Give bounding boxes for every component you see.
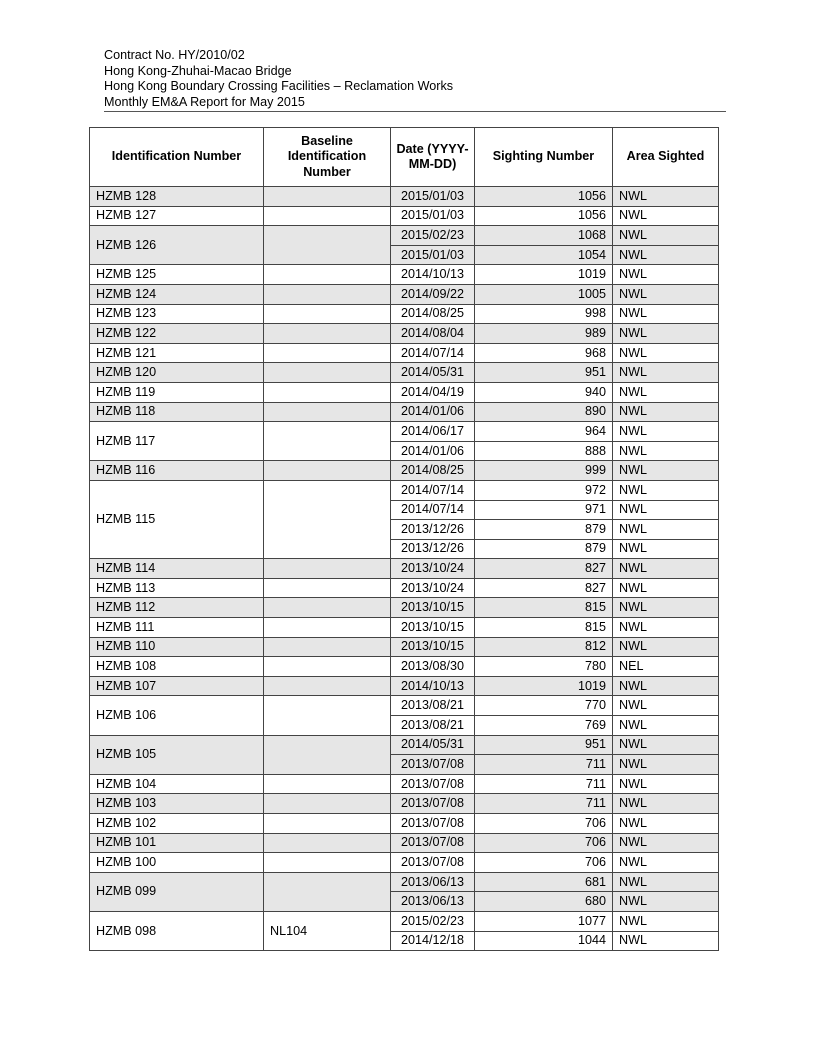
table-row [90, 578, 719, 598]
identification-cell: HZMB 128 [90, 187, 264, 207]
date-cell: 2013/10/15 [391, 618, 475, 638]
date-cell: 2014/10/13 [391, 676, 475, 696]
area-cell: NWL [613, 794, 719, 814]
sighting-number-cell: 879 [475, 539, 613, 559]
date-cell: 2015/01/03 [391, 245, 475, 265]
sighting-number-cell: 815 [475, 618, 613, 638]
date-cell: 2013/08/21 [391, 716, 475, 736]
sighting-number-cell: 972 [475, 480, 613, 500]
table-row [90, 304, 719, 324]
sighting-number-cell: 711 [475, 774, 613, 794]
area-cell: NWL [613, 461, 719, 481]
area-cell: NWL [613, 480, 719, 500]
identification-cell: HZMB 118 [90, 402, 264, 422]
baseline-cell [264, 774, 391, 794]
sighting-number-cell: 999 [475, 461, 613, 481]
date-cell: 2013/12/26 [391, 539, 475, 559]
identification-cell: HZMB 122 [90, 324, 264, 344]
date-cell: 2014/01/06 [391, 402, 475, 422]
project-subtitle: Hong Kong Boundary Crossing Facilities – Reclamation Works [104, 79, 454, 93]
identification-cell: HZMB 105 [90, 735, 264, 774]
table-row [90, 794, 719, 814]
col-header-sighting-number: Sighting Number [475, 128, 613, 187]
baseline-cell [264, 735, 391, 774]
table-row [90, 598, 719, 618]
baseline-cell [264, 304, 391, 324]
date-cell: 2013/08/21 [391, 696, 475, 716]
area-cell: NWL [613, 853, 719, 873]
table-row [90, 402, 719, 422]
baseline-cell [264, 578, 391, 598]
identification-cell: HZMB 106 [90, 696, 264, 735]
table-row [90, 696, 719, 716]
area-cell: NWL [613, 735, 719, 755]
date-cell: 2013/10/24 [391, 578, 475, 598]
baseline-cell [264, 422, 391, 461]
sighting-number-cell: 711 [475, 794, 613, 814]
area-cell: NWL [613, 402, 719, 422]
identification-cell: HZMB 107 [90, 676, 264, 696]
table-row [90, 461, 719, 481]
table-row [90, 637, 719, 657]
sighting-number-cell: 951 [475, 735, 613, 755]
table-row [90, 911, 719, 931]
baseline-cell [264, 676, 391, 696]
baseline-cell [264, 265, 391, 285]
area-cell: NWL [613, 304, 719, 324]
identification-cell: HZMB 114 [90, 559, 264, 579]
sighting-number-cell: 706 [475, 833, 613, 853]
table-row [90, 618, 719, 638]
baseline-cell [264, 226, 391, 265]
identification-cell: HZMB 099 [90, 872, 264, 911]
date-cell: 2013/07/08 [391, 814, 475, 834]
table-row [90, 814, 719, 834]
area-cell: NWL [613, 187, 719, 207]
table-row [90, 559, 719, 579]
area-cell: NWL [613, 637, 719, 657]
sighting-number-cell: 1068 [475, 226, 613, 246]
table-row [90, 363, 719, 383]
area-cell: NWL [613, 324, 719, 344]
area-cell: NWL [613, 833, 719, 853]
area-cell: NWL [613, 578, 719, 598]
identification-cell: HZMB 119 [90, 382, 264, 402]
area-cell: NWL [613, 382, 719, 402]
table-row [90, 226, 719, 246]
identification-cell: HZMB 126 [90, 226, 264, 265]
date-cell: 2015/02/23 [391, 911, 475, 931]
baseline-cell [264, 872, 391, 911]
identification-cell: HZMB 113 [90, 578, 264, 598]
table-row [90, 676, 719, 696]
identification-cell: HZMB 108 [90, 657, 264, 677]
table-row [90, 833, 719, 853]
table-row [90, 284, 719, 304]
date-cell: 2015/01/03 [391, 206, 475, 226]
baseline-cell [264, 833, 391, 853]
area-cell: NWL [613, 774, 719, 794]
date-cell: 2013/07/08 [391, 794, 475, 814]
area-cell: NWL [613, 676, 719, 696]
identification-cell: HZMB 120 [90, 363, 264, 383]
date-cell: 2014/05/31 [391, 735, 475, 755]
baseline-cell [264, 480, 391, 558]
identification-cell: HZMB 098 [90, 911, 264, 950]
contract-number: Contract No. HY/2010/02 [104, 48, 245, 62]
table-row [90, 206, 719, 226]
area-cell: NWL [613, 618, 719, 638]
identification-cell: HZMB 117 [90, 422, 264, 461]
identification-cell: HZMB 103 [90, 794, 264, 814]
baseline-cell [264, 324, 391, 344]
date-cell: 2013/06/13 [391, 872, 475, 892]
col-header-identification: Identification Number [90, 128, 264, 187]
sighting-number-cell: 951 [475, 363, 613, 383]
baseline-cell [264, 284, 391, 304]
table-row [90, 343, 719, 363]
date-cell: 2014/08/04 [391, 324, 475, 344]
baseline-cell [264, 402, 391, 422]
report-title: Monthly EM&A Report for May 2015 [104, 94, 305, 109]
identification-cell: HZMB 116 [90, 461, 264, 481]
identification-cell: HZMB 104 [90, 774, 264, 794]
area-cell: NWL [613, 872, 719, 892]
identification-cell: HZMB 127 [90, 206, 264, 226]
table-row [90, 657, 719, 677]
sighting-number-cell: 1019 [475, 676, 613, 696]
table-row [90, 324, 719, 344]
sighting-number-cell: 964 [475, 422, 613, 442]
sighting-number-cell: 1019 [475, 265, 613, 285]
sighting-number-cell: 780 [475, 657, 613, 677]
sighting-number-cell: 989 [475, 324, 613, 344]
baseline-cell [264, 343, 391, 363]
area-cell: NWL [613, 343, 719, 363]
area-cell: NWL [613, 441, 719, 461]
date-cell: 2014/07/14 [391, 500, 475, 520]
sighting-number-cell: 706 [475, 853, 613, 873]
sighting-number-cell: 706 [475, 814, 613, 834]
sighting-number-cell: 711 [475, 755, 613, 775]
baseline-cell [264, 853, 391, 873]
identification-cell: HZMB 111 [90, 618, 264, 638]
area-cell: NWL [613, 559, 719, 579]
area-cell: NWL [613, 539, 719, 559]
sighting-number-cell: 971 [475, 500, 613, 520]
sighting-number-cell: 888 [475, 441, 613, 461]
sighting-number-cell: 770 [475, 696, 613, 716]
identification-cell: HZMB 115 [90, 480, 264, 558]
col-header-area: Area Sighted [613, 128, 719, 187]
table-row [90, 422, 719, 442]
baseline-cell [264, 696, 391, 735]
table-row [90, 265, 719, 285]
identification-cell: HZMB 123 [90, 304, 264, 324]
sighting-number-cell: 968 [475, 343, 613, 363]
date-cell: 2014/09/22 [391, 284, 475, 304]
area-cell: NWL [613, 206, 719, 226]
baseline-cell [264, 794, 391, 814]
date-cell: 2014/05/31 [391, 363, 475, 383]
sighting-number-cell: 812 [475, 637, 613, 657]
area-cell: NWL [613, 814, 719, 834]
identification-cell: HZMB 101 [90, 833, 264, 853]
sighting-number-cell: 769 [475, 716, 613, 736]
date-cell: 2013/06/13 [391, 892, 475, 912]
baseline-cell [264, 814, 391, 834]
area-cell: NWL [613, 911, 719, 931]
sighting-number-cell: 1077 [475, 911, 613, 931]
date-cell: 2013/12/26 [391, 520, 475, 540]
sighting-number-cell: 681 [475, 872, 613, 892]
area-cell: NWL [613, 363, 719, 383]
area-cell: NWL [613, 284, 719, 304]
date-cell: 2014/08/25 [391, 461, 475, 481]
sighting-number-cell: 1044 [475, 931, 613, 951]
date-cell: 2014/10/13 [391, 265, 475, 285]
sighting-number-cell: 827 [475, 559, 613, 579]
area-cell: NWL [613, 226, 719, 246]
date-cell: 2014/12/18 [391, 931, 475, 951]
table-row [90, 187, 719, 207]
baseline-cell [264, 559, 391, 579]
baseline-cell [264, 206, 391, 226]
date-cell: 2013/07/08 [391, 774, 475, 794]
report-header [104, 48, 726, 110]
baseline-cell [264, 187, 391, 207]
date-cell: 2013/07/08 [391, 853, 475, 873]
sighting-number-cell: 1005 [475, 284, 613, 304]
area-cell: NWL [613, 696, 719, 716]
col-header-date: Date (YYYY-MM-DD) [391, 128, 475, 187]
table-row [90, 853, 719, 873]
identification-cell: HZMB 121 [90, 343, 264, 363]
date-cell: 2014/07/14 [391, 343, 475, 363]
table-body [90, 187, 719, 951]
date-cell: 2013/07/08 [391, 833, 475, 853]
identification-cell: HZMB 124 [90, 284, 264, 304]
identification-cell: HZMB 112 [90, 598, 264, 618]
table-row [90, 872, 719, 892]
date-cell: 2013/10/15 [391, 598, 475, 618]
sighting-number-cell: 1056 [475, 187, 613, 207]
identification-cell: HZMB 100 [90, 853, 264, 873]
table-row [90, 382, 719, 402]
sighting-number-cell: 998 [475, 304, 613, 324]
sighting-number-cell: 815 [475, 598, 613, 618]
area-cell: NWL [613, 598, 719, 618]
project-name: Hong Kong-Zhuhai-Macao Bridge [104, 63, 292, 78]
area-cell: NWL [613, 931, 719, 951]
sighting-number-cell: 940 [475, 382, 613, 402]
baseline-cell [264, 618, 391, 638]
identification-cell: HZMB 102 [90, 814, 264, 834]
date-cell: 2015/01/03 [391, 187, 475, 207]
table-header-row [90, 128, 719, 187]
area-cell: NWL [613, 892, 719, 912]
sighting-table [89, 127, 719, 951]
table-row [90, 480, 719, 500]
sighting-number-cell: 827 [475, 578, 613, 598]
baseline-cell [264, 461, 391, 481]
area-cell: NWL [613, 265, 719, 285]
area-cell: NWL [613, 245, 719, 265]
sighting-number-cell: 1056 [475, 206, 613, 226]
sighting-number-cell: 890 [475, 402, 613, 422]
baseline-cell: NL104 [264, 911, 391, 950]
identification-cell: HZMB 125 [90, 265, 264, 285]
area-cell: NWL [613, 716, 719, 736]
area-cell: NWL [613, 422, 719, 442]
area-cell: NWL [613, 500, 719, 520]
date-cell: 2013/07/08 [391, 755, 475, 775]
date-cell: 2014/01/06 [391, 441, 475, 461]
area-cell: NWL [613, 755, 719, 775]
table-row [90, 735, 719, 755]
sighting-number-cell: 1054 [475, 245, 613, 265]
baseline-cell [264, 363, 391, 383]
header-divider [104, 111, 726, 112]
date-cell: 2014/04/19 [391, 382, 475, 402]
baseline-cell [264, 598, 391, 618]
sighting-number-cell: 680 [475, 892, 613, 912]
date-cell: 2014/07/14 [391, 480, 475, 500]
date-cell: 2014/08/25 [391, 304, 475, 324]
area-cell: NEL [613, 657, 719, 677]
date-cell: 2015/02/23 [391, 226, 475, 246]
date-cell: 2013/08/30 [391, 657, 475, 677]
col-header-baseline: Baseline Identification Number [264, 128, 391, 187]
table-row [90, 774, 719, 794]
date-cell: 2014/06/17 [391, 422, 475, 442]
area-cell: NWL [613, 520, 719, 540]
date-cell: 2013/10/15 [391, 637, 475, 657]
baseline-cell [264, 637, 391, 657]
baseline-cell [264, 382, 391, 402]
baseline-cell [264, 657, 391, 677]
date-cell: 2013/10/24 [391, 559, 475, 579]
identification-cell: HZMB 110 [90, 637, 264, 657]
sighting-number-cell: 879 [475, 520, 613, 540]
